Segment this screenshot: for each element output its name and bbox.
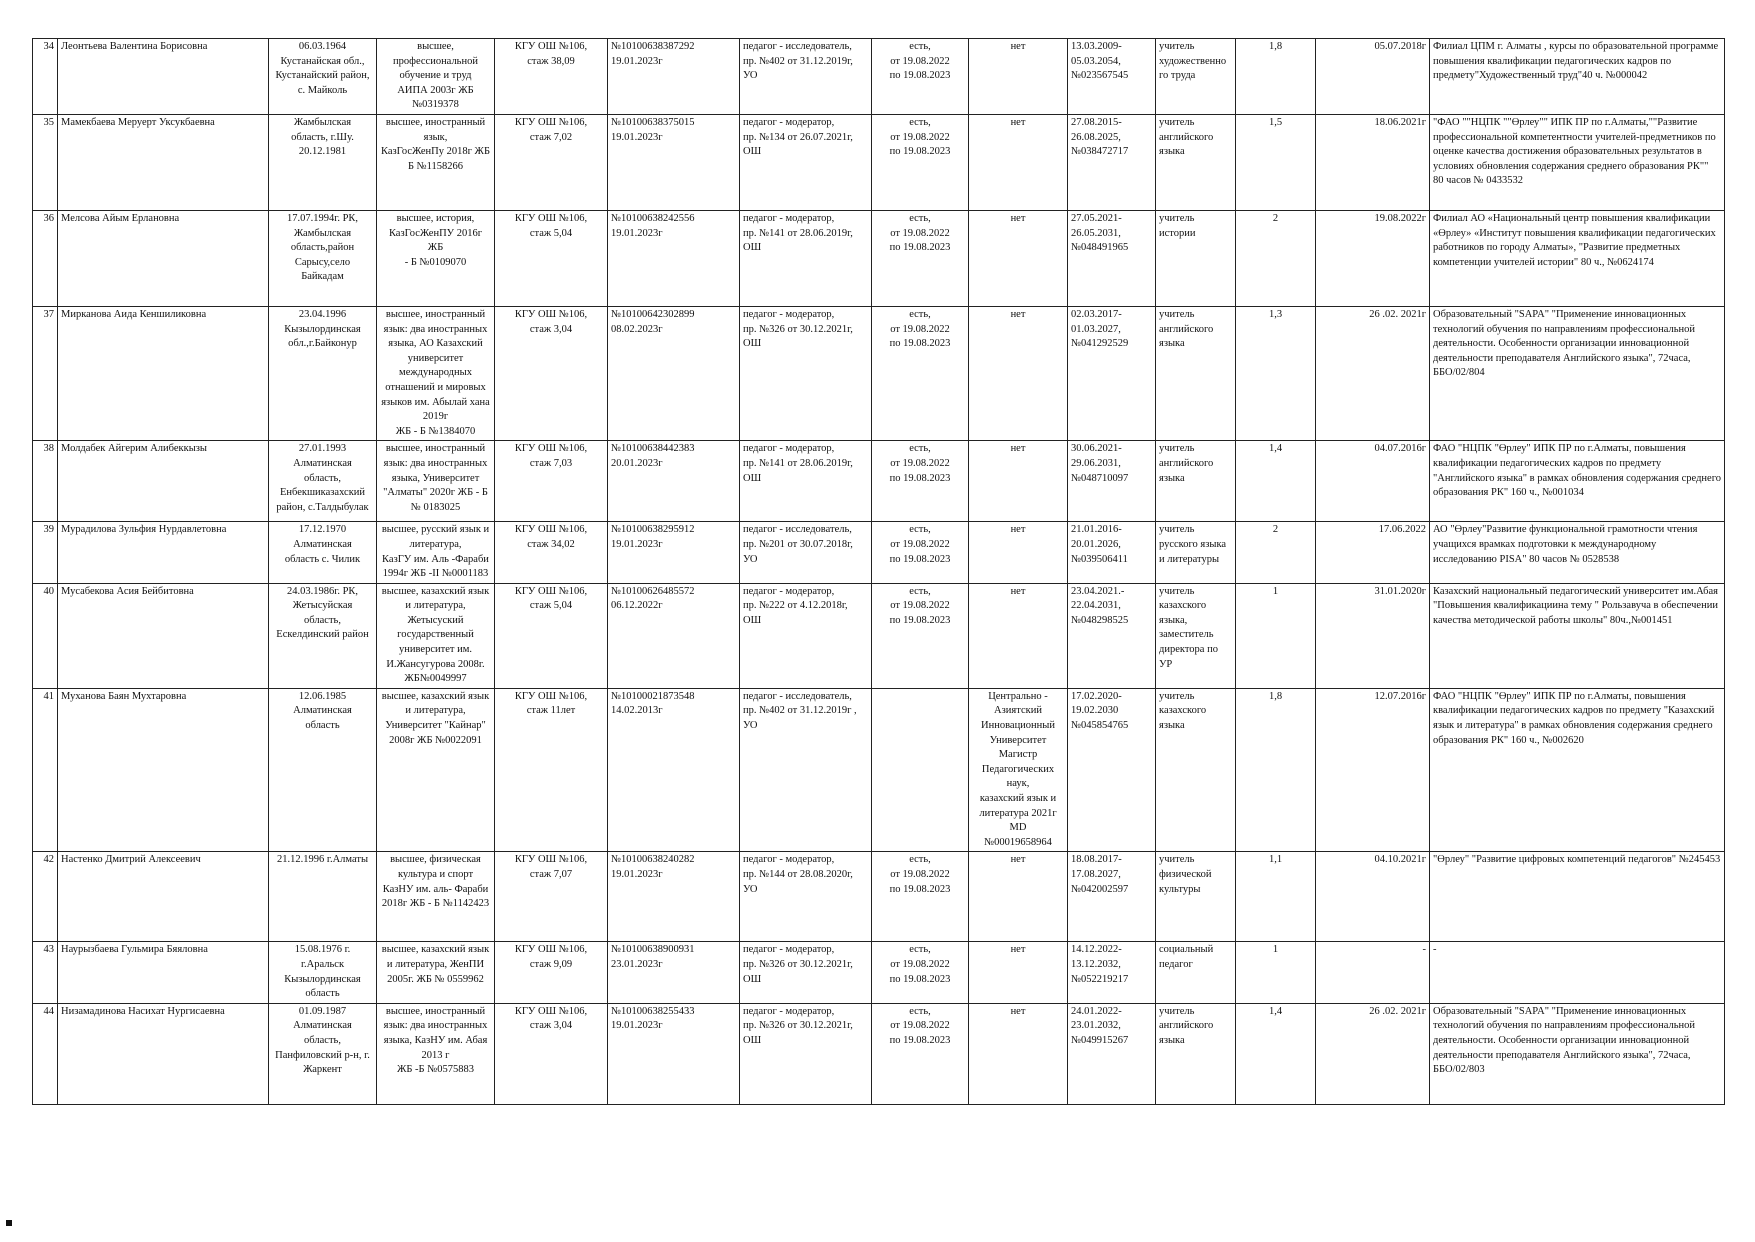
education-cell: высшее, иностранный язык: два иностранных языка, Университет "Алматы" 2020г ЖБ - Б № 0183025 <box>377 441 495 522</box>
row-number-cell: 35 <box>33 114 58 210</box>
workload-rate-cell: 2 <box>1236 210 1316 306</box>
table-row <box>33 852 1725 942</box>
course-date-cell: 17.06.2022 <box>1316 522 1430 583</box>
employee-name-cell: Мелсова Айым Ерлановна <box>58 210 269 306</box>
order-number-cell: №10100638900931 23.01.2023г <box>608 942 740 1003</box>
workload-rate-cell: 2 <box>1236 522 1316 583</box>
position-cell: учитель истории <box>1156 210 1236 306</box>
course-description-cell: ФАО "НЦПК "Өрлеу" ИПК ПР по г.Алматы, повышения квалификации педагогических кадров по предмету "Английского языка" в рамках обновления содержания среднего образования РК" 160 ч., №001034 <box>1430 441 1725 522</box>
education-cell: высшее, история, КазГосЖенПУ 2016г ЖБ - Б №0109070 <box>377 210 495 306</box>
row-number-cell: 41 <box>33 688 58 852</box>
birth-date-place-cell: Жамбылская область, г.Шу. 20.12.1981 <box>269 114 377 210</box>
birth-date-place-cell: 15.08.1976 г. г.Аральск Кызылординская область <box>269 942 377 1003</box>
course-date-cell: 26 .02. 2021г <box>1316 306 1430 440</box>
attestation-cell: есть, от 19.08.2022 по 19.08.2023 <box>872 306 969 440</box>
qualification-category-cell: педагог - модератор, пр. №326 от 30.12.2021г, ОШ <box>740 306 872 440</box>
position-cell: учитель английского языка <box>1156 1003 1236 1104</box>
table-row <box>33 1003 1725 1104</box>
certificate-validity-cell: 24.01.2022- 23.01.2032, №049915267 <box>1068 1003 1156 1104</box>
employee-name-cell: Мамекбаева Меруерт Уксукбаевна <box>58 114 269 210</box>
qualification-category-cell: педагог - модератор, пр. №326 от 30.12.2021г, ОШ <box>740 942 872 1003</box>
position-cell: учитель английского языка <box>1156 114 1236 210</box>
course-description-cell: Казахский национальный педагогический университет им.Абая "Повышения квалификациина тему " Рользавуча в обеспечении качества методической работы школы" 80ч.,№001451 <box>1430 583 1725 688</box>
employee-name-cell: Низамадинова Насихат Нургисаевна <box>58 1003 269 1104</box>
master-degree-cell: нет <box>969 852 1068 942</box>
order-number-cell: №10100638242556 19.01.2023г <box>608 210 740 306</box>
position-cell: социальный педагог <box>1156 942 1236 1003</box>
course-description-cell: "Өрлеу" "Развитие цифровых компетенций педагогов" №245453 <box>1430 852 1725 942</box>
course-date-cell: - <box>1316 942 1430 1003</box>
attestation-cell: есть, от 19.08.2022 по 19.08.2023 <box>872 522 969 583</box>
row-number-cell: 39 <box>33 522 58 583</box>
organization-experience-cell: КГУ ОШ №106, стаж 38,09 <box>495 39 608 115</box>
employee-name-cell: Мирканова Аида Кеншиликовна <box>58 306 269 440</box>
workload-rate-cell: 1,4 <box>1236 1003 1316 1104</box>
master-degree-cell: нет <box>969 583 1068 688</box>
qualification-category-cell: педагог - модератор, пр. №144 от 28.08.2020г, УО <box>740 852 872 942</box>
course-description-cell: АО "Өрлеу"Развитие функциональной грамотности чтения учащихся врамках подготовки к международному исследованию PISA" 80 часов № 0528538 <box>1430 522 1725 583</box>
attestation-cell: есть, от 19.08.2022 по 19.08.2023 <box>872 852 969 942</box>
certificate-validity-cell: 14.12.2022- 13.12.2032, №052219217 <box>1068 942 1156 1003</box>
birth-date-place-cell: 24.03.1986г. РК, Жетысуйская область, Ескелдинский район <box>269 583 377 688</box>
course-date-cell: 05.07.2018г <box>1316 39 1430 115</box>
certificate-validity-cell: 21.01.2016- 20.01.2026, №039506411 <box>1068 522 1156 583</box>
row-number-cell: 43 <box>33 942 58 1003</box>
birth-date-place-cell: 17.12.1970 Алматинская область с. Чилик <box>269 522 377 583</box>
organization-experience-cell: КГУ ОШ №106, стаж 11лет <box>495 688 608 852</box>
attestation-cell: есть, от 19.08.2022 по 19.08.2023 <box>872 114 969 210</box>
row-number-cell: 42 <box>33 852 58 942</box>
master-degree-cell: нет <box>969 1003 1068 1104</box>
birth-date-place-cell: 27.01.1993 Алматинская область, Енбекшиказахский район, с.Талдыбулак <box>269 441 377 522</box>
birth-date-place-cell: 01.09.1987 Алматинская область, Панфиловский р-н, г. Жаркент <box>269 1003 377 1104</box>
organization-experience-cell: КГУ ОШ №106, стаж 7,02 <box>495 114 608 210</box>
master-degree-cell: нет <box>969 114 1068 210</box>
birth-date-place-cell: 21.12.1996 г.Алматы <box>269 852 377 942</box>
employee-name-cell: Настенко Дмитрий Алексеевич <box>58 852 269 942</box>
master-degree-cell: Центрально - Азиятский Инновационный Университет Магистр Педагогических наук, казахский язык и литература 2021г MD №00019658964 <box>969 688 1068 852</box>
course-description-cell: ФАО "НЦПК "Өрлеу" ИПК ПР по г.Алматы, повышения квалификации педагогических кадров по предмету "Казахский язык и литература" в рамках обновления содержания среднего образования РК" 160 ч., №002620 <box>1430 688 1725 852</box>
workload-rate-cell: 1,3 <box>1236 306 1316 440</box>
certificate-validity-cell: 02.03.2017- 01.03.2027, №041292529 <box>1068 306 1156 440</box>
certificate-validity-cell: 18.08.2017- 17.08.2027, №042002597 <box>1068 852 1156 942</box>
employee-name-cell: Наурызбаева Гульмира Бяяловна <box>58 942 269 1003</box>
course-description-cell: Филиал АО «Национальный центр повышения квалификации «Өрлеу» «Институт повышения квалификации педагогических работников по городу Алматы», "Развитие предметных компетенции учителей истории" 80 ч., №0624174 <box>1430 210 1725 306</box>
education-cell: высшее, казахский язык и литература, Университет "Кайнар" 2008г ЖБ №0022091 <box>377 688 495 852</box>
employee-name-cell: Мурадилова Зульфия Нурдавлетовна <box>58 522 269 583</box>
attestation-cell: есть, от 19.08.2022 по 19.08.2023 <box>872 942 969 1003</box>
qualification-category-cell: педагог - модератор, пр. №134 от 26.07.2021г, ОШ <box>740 114 872 210</box>
workload-rate-cell: 1,4 <box>1236 441 1316 522</box>
order-number-cell: №10100642302899 08.02.2023г <box>608 306 740 440</box>
workload-rate-cell: 1,8 <box>1236 688 1316 852</box>
attestation-cell: есть, от 19.08.2022 по 19.08.2023 <box>872 1003 969 1104</box>
course-date-cell: 18.06.2021г <box>1316 114 1430 210</box>
course-date-cell: 19.08.2022г <box>1316 210 1430 306</box>
row-number-cell: 44 <box>33 1003 58 1104</box>
organization-experience-cell: КГУ ОШ №106, стаж 34,02 <box>495 522 608 583</box>
qualification-category-cell: педагог - исследователь, пр. №402 от 31.12.2019г, УО <box>740 39 872 115</box>
workload-rate-cell: 1,5 <box>1236 114 1316 210</box>
qualification-category-cell: педагог - модератор, пр. №222 от 4.12.2018г, ОШ <box>740 583 872 688</box>
course-description-cell: Образовательный "SAPA" "Применение инновационных технологий обучения по направлениям профессиональной деятельности. Особенности организации инновационной деятельности преподавателя Английского языка", 72часа, ББО/02/804 <box>1430 306 1725 440</box>
attestation-cell: есть, от 19.08.2022 по 19.08.2023 <box>872 583 969 688</box>
row-number-cell: 40 <box>33 583 58 688</box>
workload-rate-cell: 1,8 <box>1236 39 1316 115</box>
order-number-cell: №10100021873548 14.02.2013г <box>608 688 740 852</box>
order-number-cell: №10100638295912 19.01.2023г <box>608 522 740 583</box>
order-number-cell: №10100638255433 19.01.2023г <box>608 1003 740 1104</box>
attestation-cell: есть, от 19.08.2022 по 19.08.2023 <box>872 441 969 522</box>
order-number-cell: №10100638387292 19.01.2023г <box>608 39 740 115</box>
table-row <box>33 688 1725 852</box>
organization-experience-cell: КГУ ОШ №106, стаж 7,03 <box>495 441 608 522</box>
course-description-cell: "ФАО ""НЦПК ""Өрлеу"" ИПК ПР по г.Алматы,""Развитие профессиональной компетентности учителей-предметников по оценке качества достижения образовательных результатов в условиях обновления содержания среднего образования РК"" 80 часов № 0433532 <box>1430 114 1725 210</box>
position-cell: учитель казахского языка <box>1156 688 1236 852</box>
staff-table <box>32 38 1725 1105</box>
organization-experience-cell: КГУ ОШ №106, стаж 7,07 <box>495 852 608 942</box>
certificate-validity-cell: 17.02.2020- 19.02.2030 №045854765 <box>1068 688 1156 852</box>
row-number-cell: 37 <box>33 306 58 440</box>
employee-name-cell: Мусабекова Асия Бейбитовна <box>58 583 269 688</box>
organization-experience-cell: КГУ ОШ №106, стаж 3,04 <box>495 306 608 440</box>
organization-experience-cell: КГУ ОШ №106, стаж 5,04 <box>495 583 608 688</box>
education-cell: высшее, физическая культура и спорт КазНУ им. аль- Фараби 2018г ЖБ - Б №1142423 <box>377 852 495 942</box>
education-cell: высшее, русский язык и литература, КазГУ им. Аль -Фараби 1994г ЖБ -II №0001183 <box>377 522 495 583</box>
course-date-cell: 12.07.2016г <box>1316 688 1430 852</box>
workload-rate-cell: 1 <box>1236 583 1316 688</box>
employee-name-cell: Молдабек Айгерим Алибеккызы <box>58 441 269 522</box>
row-number-cell: 38 <box>33 441 58 522</box>
table-row <box>33 210 1725 306</box>
education-cell: высшее, иностранный язык: два иностранных языка, АО Казахский университет международных отнашений и мировых языков им. Абылай хана 2019г ЖБ - Б №1384070 <box>377 306 495 440</box>
row-number-cell: 36 <box>33 210 58 306</box>
qualification-category-cell: педагог - модератор, пр. №141 от 28.06.2019г, ОШ <box>740 441 872 522</box>
education-cell: высшее, иностранный язык: два иностранных языка, КазНУ им. Абая 2013 г ЖБ -Б №0575883 <box>377 1003 495 1104</box>
birth-date-place-cell: 06.03.1964 Кустанайская обл., Кустанайский район, с. Майколь <box>269 39 377 115</box>
organization-experience-cell: КГУ ОШ №106, стаж 5,04 <box>495 210 608 306</box>
qualification-category-cell: педагог - исследователь, пр. №201 от 30.07.2018г, УО <box>740 522 872 583</box>
education-cell: высшее, казахский язык и литература, Жетысуский государственный университет им. И.Жансугурова 2008г. ЖБ№0049997 <box>377 583 495 688</box>
course-description-cell: Филиал ЦПМ г. Алматы , курсы по образовательной программе повышения квалификации педагогических кадров по предмету"Художественный труд"40 ч. №000042 <box>1430 39 1725 115</box>
order-number-cell: №10100638375015 19.01.2023г <box>608 114 740 210</box>
birth-date-place-cell: 23.04.1996 Кызылординская обл.,г.Байконур <box>269 306 377 440</box>
table-row <box>33 942 1725 1003</box>
qualification-category-cell: педагог - исследователь, пр. №402 от 31.12.2019г , УО <box>740 688 872 852</box>
table-row <box>33 441 1725 522</box>
position-cell: учитель английского языка <box>1156 441 1236 522</box>
order-number-cell: №10100638240282 19.01.2023г <box>608 852 740 942</box>
course-date-cell: 04.10.2021г <box>1316 852 1430 942</box>
staff-table-body <box>33 39 1725 1105</box>
master-degree-cell: нет <box>969 522 1068 583</box>
certificate-validity-cell: 23.04.2021.- 22.04.2031, №048298525 <box>1068 583 1156 688</box>
course-date-cell: 04.07.2016г <box>1316 441 1430 522</box>
qualification-category-cell: педагог - модератор, пр. №326 от 30.12.2021г, ОШ <box>740 1003 872 1104</box>
organization-experience-cell: КГУ ОШ №106, стаж 3,04 <box>495 1003 608 1104</box>
table-row <box>33 522 1725 583</box>
course-description-cell: Образовательный "SAPA" "Применение инновационных технологий обучения по направлениям профессиональной деятельности. Особенности организации инновационной деятельности преподавателя Английского языка", 72часа, ББО/02/803 <box>1430 1003 1725 1104</box>
attestation-cell <box>872 688 969 852</box>
position-cell: учитель физической культуры <box>1156 852 1236 942</box>
course-date-cell: 26 .02. 2021г <box>1316 1003 1430 1104</box>
row-number-cell: 34 <box>33 39 58 115</box>
attestation-cell: есть, от 19.08.2022 по 19.08.2023 <box>872 39 969 115</box>
employee-name-cell: Леонтьева Валентина Борисовна <box>58 39 269 115</box>
birth-date-place-cell: 12.06.1985 Алматинская область <box>269 688 377 852</box>
attestation-cell: есть, от 19.08.2022 по 19.08.2023 <box>872 210 969 306</box>
position-cell: учитель русского языка и литературы <box>1156 522 1236 583</box>
education-cell: высшее, профессиональной обучение и труд АИПА 2003г ЖБ №0319378 <box>377 39 495 115</box>
organization-experience-cell: КГУ ОШ №106, стаж 9,09 <box>495 942 608 1003</box>
table-row <box>33 114 1725 210</box>
master-degree-cell: нет <box>969 306 1068 440</box>
page-corner-mark <box>6 1220 12 1226</box>
workload-rate-cell: 1,1 <box>1236 852 1316 942</box>
table-row <box>33 306 1725 440</box>
course-date-cell: 31.01.2020г <box>1316 583 1430 688</box>
education-cell: высшее, казахский язык и литература, ЖенПИ 2005г. ЖБ № 0559962 <box>377 942 495 1003</box>
table-row <box>33 583 1725 688</box>
workload-rate-cell: 1 <box>1236 942 1316 1003</box>
order-number-cell: №10100638442383 20.01.2023г <box>608 441 740 522</box>
education-cell: высшее, иностранный язык, КазГосЖенПу 2018г ЖБ Б №1158266 <box>377 114 495 210</box>
position-cell: учитель казахского языка, заместитель директора по УР <box>1156 583 1236 688</box>
course-description-cell: - <box>1430 942 1725 1003</box>
master-degree-cell: нет <box>969 39 1068 115</box>
certificate-validity-cell: 27.08.2015- 26.08.2025, №038472717 <box>1068 114 1156 210</box>
certificate-validity-cell: 13.03.2009- 05.03.2054, №023567545 <box>1068 39 1156 115</box>
master-degree-cell: нет <box>969 441 1068 522</box>
position-cell: учитель художественно го труда <box>1156 39 1236 115</box>
certificate-validity-cell: 27.05.2021- 26.05.2031, №048491965 <box>1068 210 1156 306</box>
certificate-validity-cell: 30.06.2021- 29.06.2031, №048710097 <box>1068 441 1156 522</box>
qualification-category-cell: педагог - модератор, пр. №141 от 28.06.2019г, ОШ <box>740 210 872 306</box>
master-degree-cell: нет <box>969 942 1068 1003</box>
position-cell: учитель английского языка <box>1156 306 1236 440</box>
birth-date-place-cell: 17.07.1994г. РК, Жамбылская область,район Сарысу,село Байкадам <box>269 210 377 306</box>
table-row <box>33 39 1725 115</box>
employee-name-cell: Муханова Баян Мухтаровна <box>58 688 269 852</box>
order-number-cell: №10100626485572 06.12.2022г <box>608 583 740 688</box>
master-degree-cell: нет <box>969 210 1068 306</box>
